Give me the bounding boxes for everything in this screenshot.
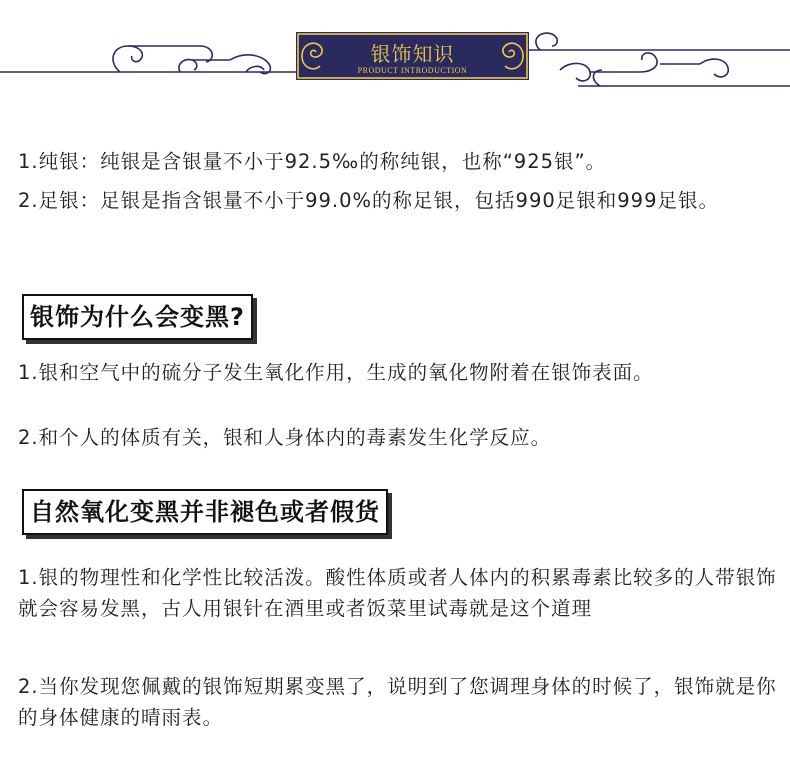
intro-paragraph-2: 2.足银：足银是指含银量不小于99.0%的称足银，包括990足银和999足银。 bbox=[18, 189, 719, 212]
section-title-badge bbox=[296, 32, 529, 80]
banner-subtitle: PRODUCT INTRODUCTION bbox=[357, 66, 468, 75]
banner-title: 银饰知识 bbox=[370, 42, 455, 66]
section1-paragraph-1: 1.银和空气中的硫分子发生氧化作用，生成的氧化物附着在银饰表面。 bbox=[18, 361, 654, 384]
section2-paragraph-1: 1.银的物理性和化学性比较活泼。酸性体质或者人体内的积累毒素比较多的人带银饰就会容易发黑，古人用银针在酒里或者饭菜里试毒就是这个道理 bbox=[18, 566, 777, 620]
header-banner bbox=[0, 0, 790, 110]
section1-paragraph-2: 2.和个人的体质有关，银和人身体内的毒素发生化学反应。 bbox=[18, 426, 552, 449]
section2-paragraph-2: 2.当你发现您佩戴的银饰短期累变黑了，说明到了您调理身体的时候了，银饰就是你的身体健康的晴雨表。 bbox=[18, 675, 777, 729]
intro-paragraph-1: 1.纯银：纯银是含银量不小于92.5‰的称纯银，也称“925银”。 bbox=[18, 150, 607, 173]
section-heading-oxidation: 自然氧化变黑并非褪色或者假货 bbox=[22, 489, 388, 535]
section-heading-blackening: 银饰为什么会变黑? bbox=[22, 294, 253, 340]
